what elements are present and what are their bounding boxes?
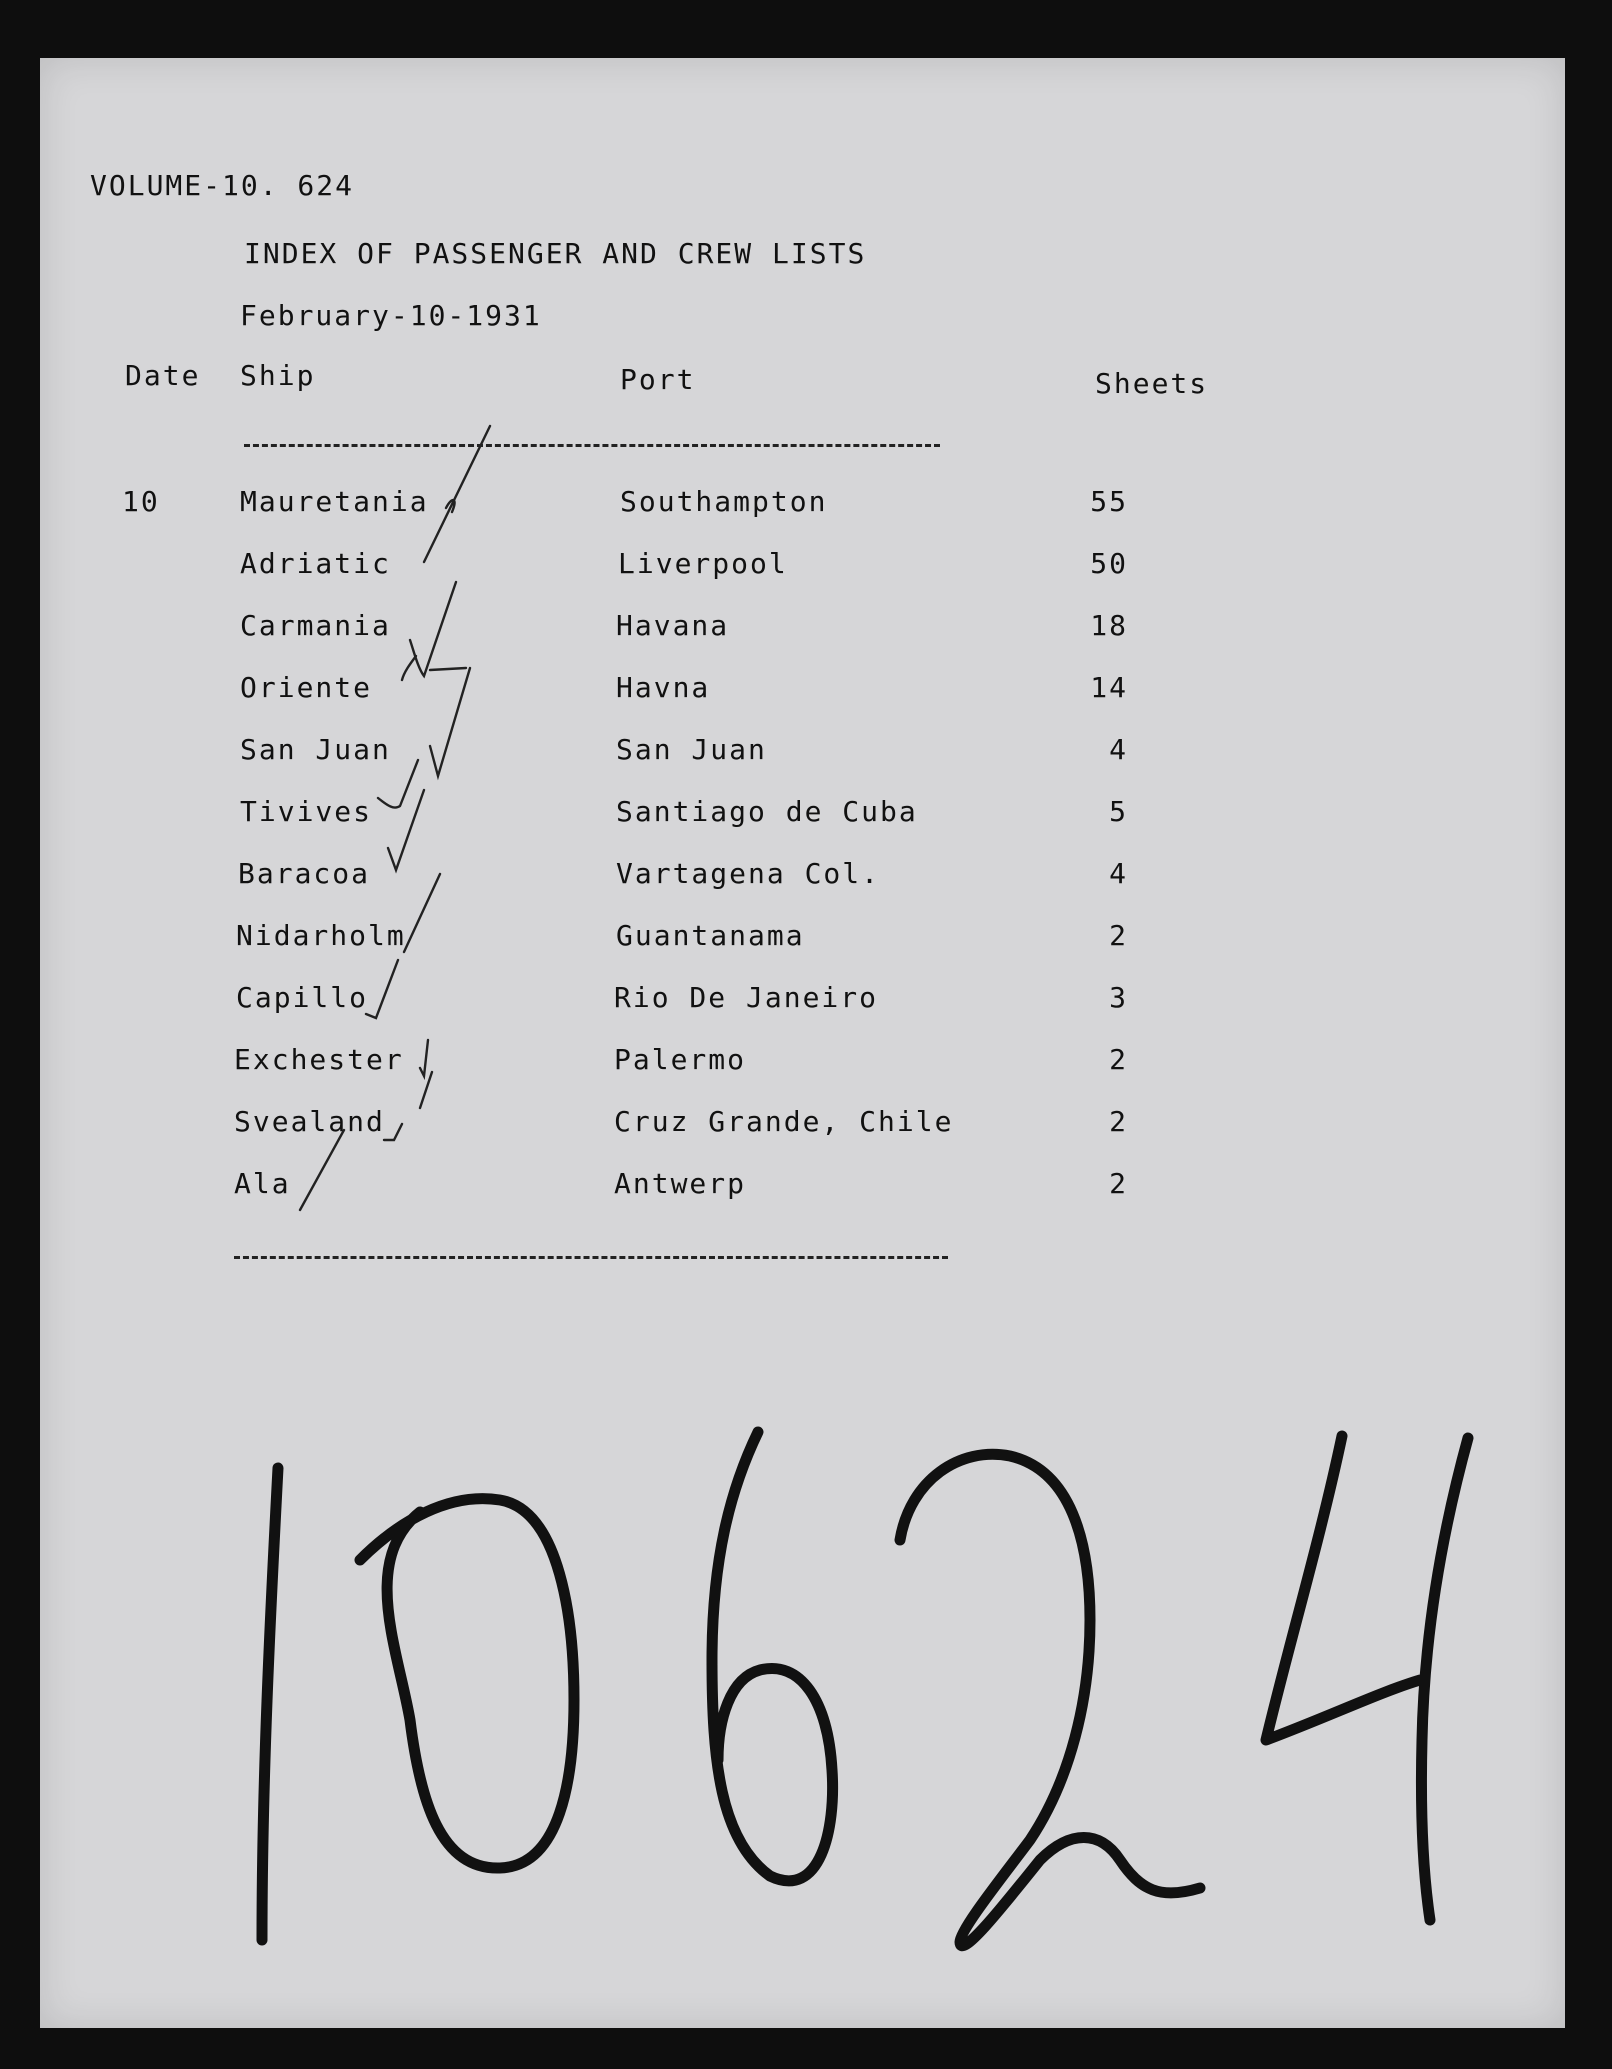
row-ship: Mauretania [240,485,429,518]
row-ship: Oriente [240,671,373,704]
column-header-ship: Ship [240,359,316,392]
row-port: Palermo [614,1043,747,1076]
row-sheets: 2 [1109,1167,1128,1200]
row-sheets: 55 [1090,485,1128,518]
column-header-date: Date [125,359,201,392]
column-header-port: Port [620,363,696,396]
handwritten-digit-2 [900,1454,1200,1945]
row-ship: Svealand [234,1105,385,1138]
row-sheets: 18 [1090,609,1128,642]
row-port: Havna [616,671,711,704]
row-sheets: 14 [1090,671,1128,704]
column-header-sheets: Sheets [1095,367,1209,400]
volume-number: VOLUME-10. 624 [90,169,355,202]
row-date: 10 [122,485,160,518]
row-sheets: 2 [1109,919,1128,952]
document-date: February-10-1931 [240,299,542,332]
row-sheets: 4 [1109,733,1128,766]
row-port: Guantanama [616,919,805,952]
row-sheets: 50 [1090,547,1128,580]
row-ship: Nidarholm [236,919,406,952]
row-sheets: 4 [1109,857,1128,890]
row-ship: Ala [234,1167,291,1200]
row-sheets: 3 [1109,981,1128,1014]
handwritten-digit-4 [1266,1436,1468,1920]
row-port: Santiago de Cuba [616,795,918,828]
row-sheets: 5 [1109,795,1128,828]
row-ship: Adriatic [240,547,391,580]
row-ship: Exchester [234,1043,404,1076]
row-port: Vartagena Col. [616,857,881,890]
handwritten-digit-1 [262,1468,278,1940]
handwritten-digit-0 [360,1499,574,1868]
row-port: Rio De Janeiro [614,981,879,1014]
row-port: Liverpool [618,547,788,580]
row-ship: Tivives [240,795,373,828]
row-ship: Capillo [236,981,369,1014]
row-ship: Carmania [240,609,391,642]
row-port: San Juan [616,733,767,766]
handwritten-digit-6 [712,1432,833,1881]
document-title: INDEX OF PASSENGER AND CREW LISTS [244,237,867,270]
row-sheets: 2 [1109,1043,1128,1076]
row-sheets: 2 [1109,1105,1128,1138]
row-port: Southampton [620,485,828,518]
row-port: Antwerp [614,1167,747,1200]
row-port: Havana [616,609,730,642]
row-port: Cruz Grande, Chile [614,1105,954,1138]
row-ship: Baracoa [238,857,371,890]
row-ship: San Juan [240,733,391,766]
